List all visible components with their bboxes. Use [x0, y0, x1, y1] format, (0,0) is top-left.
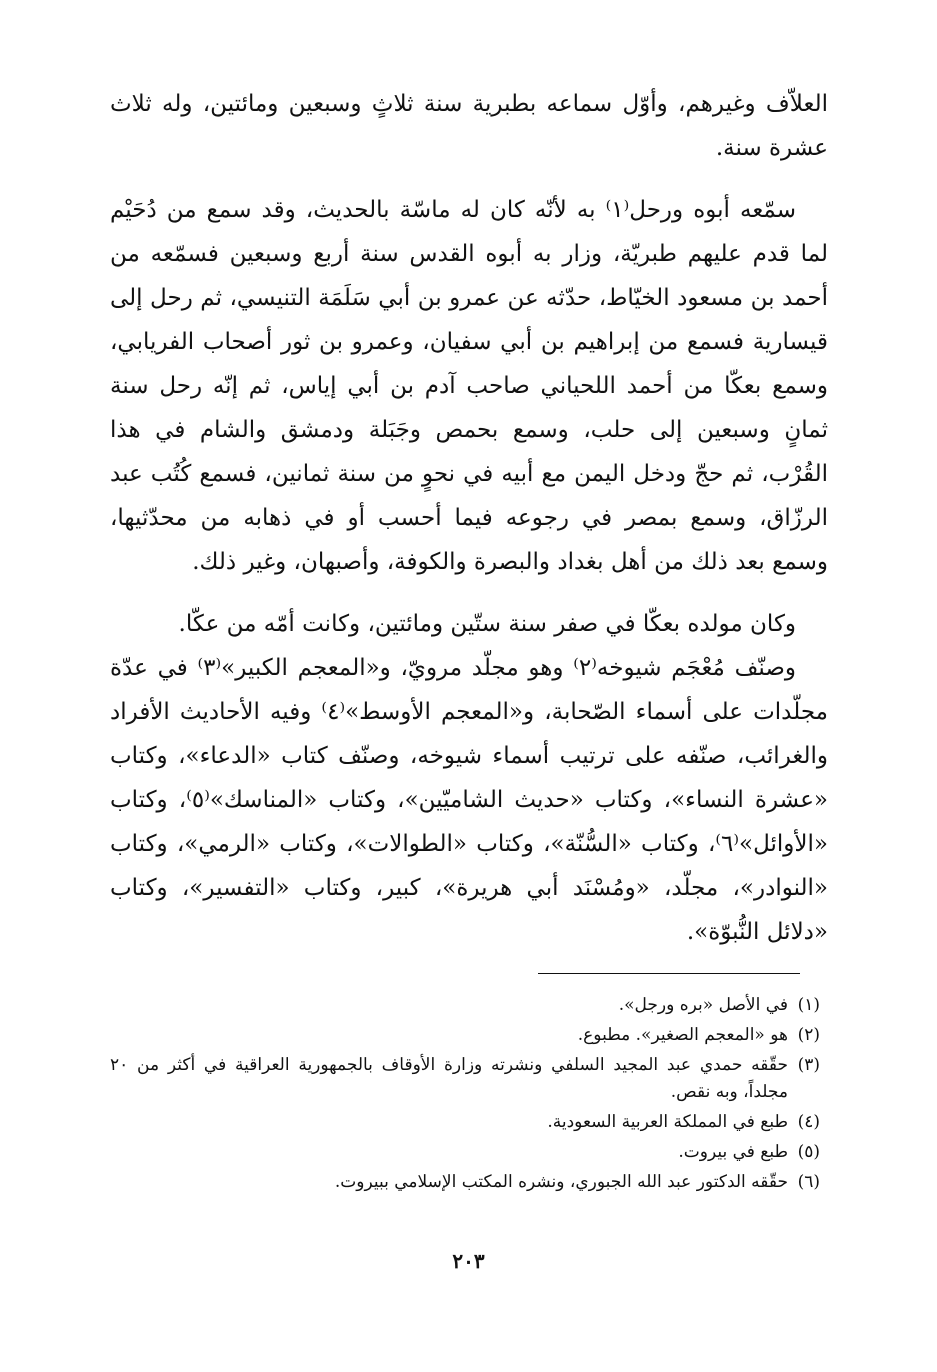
footnote-5	[110, 1139, 820, 1166]
paragraph-continuation: العلاّف وغيرهم، وأوّل سماعه بطبرية سنة ثلاثٍ وسبعين ومائتين، وله ثلاث عشرة سنة.	[110, 91, 828, 161]
page-number: ٢٠٣	[452, 1249, 485, 1273]
main-text	[110, 82, 828, 954]
footnote-text: في الأصل «بره ورجل».	[618, 995, 788, 1015]
footnote-3	[110, 1052, 820, 1106]
footnote-text: طبع في المملكة العربية السعودية.	[547, 1112, 788, 1132]
footnotes	[110, 992, 820, 1199]
paragraph-works: وصنّف مُعْجَم شيوخه⁽٢⁾ وهو مجلّد مرويّ، و«المعجم الكبير»⁽٣⁾ في عدّة مجلّدات على أسماء الصّحابة، و«المعجم الأوسط»⁽٤⁾ وفيه الأحاديث الأفراد والغرائب، صنّفه على ترتيب أسماء شيوخه، وصنّف كتاب «الدعاء»، وكتاب «عشرة النساء»، وكتاب «حديث الشاميّين»، وكتاب «المناسك»⁽٥⁾، وكتاب «الأوائل»⁽٦⁾، وكتاب «السُّنّة»، وكتاب «الطوالات»، وكتاب «الرمي»، وكتاب «النوادر»، مجلّد، «ومُسْنَد أبي هريرة»، كبير، وكتاب «التفسير»، وكتاب «دلائل النُّبوّة».	[110, 655, 829, 945]
footnote-number: (٤)	[797, 1112, 820, 1132]
footnote-6	[110, 1169, 820, 1196]
footnote-text: حقّقه حمدي عبد المجيد السلفي ونشرته وزارة الأوقاف بالجمهورية العراقية في أكثر من ٢٠ مجلداً، وبه نقص.	[110, 1055, 788, 1102]
footnote-text: حقّقه الدكتور عبد الله الجبوري، ونشره المكتب الإسلامي ببيروت.	[334, 1172, 788, 1192]
footnote-number: (٦)	[797, 1172, 820, 1192]
footnote-number: (٣)	[797, 1055, 820, 1075]
paragraph-birth: وكان مولده بعكّا في صفر سنة ستّين ومائتين، وكانت أمّه من عكّا.	[178, 611, 796, 637]
paragraph-travels: سمّعه أبوه ورحل⁽١⁾ به لأنّه كان له ماسّة بالحديث، وقد سمع من دُحَيْم لما قدم عليهم طبريّة، وزار به أبوه القدس سنة أربع وسبعين فسمّعه من أحمد بن مسعود الخيّاط، حدّثه عن عمرو بن أبي سَلَمَة التنيسي، ثم رحل إلى قيسارية فسمع من إبراهيم بن أبي سفيان، وعمرو بن ثور أصحاب الفريابي، وسمع بعكّا من أحمد اللحياني صاحب آدم بن أبي إياس، ثم إنّه رحل سنة ثمانٍ وسبعين إلى حلب، وسمع بحمص وجَبَلة ودمشق والشام في هذا القُرْب، ثم حجّ ودخل اليمن مع أبيه في نحوٍ من سنة ثمانين، فسمع كُتُب عبد الرزّاق، وسمع بمصر في رجوعه فيما أحسب أو في ذهابه من محدّثيها، وسمع بعد ذلك من أهل بغداد والبصرة والكوفة، وأصبهان، وغير ذلك.	[110, 197, 828, 575]
footnote-number: (١)	[797, 995, 820, 1015]
footnote-text: هو «المعجم الصغير». مطبوع.	[577, 1025, 788, 1045]
footnote-text: طبع في بيروت.	[678, 1142, 788, 1162]
footnote-1	[110, 992, 820, 1019]
footnote-number: (٥)	[797, 1142, 820, 1162]
footnote-divider	[538, 973, 800, 974]
footnote-number: (٢)	[797, 1025, 820, 1045]
footnote-4	[110, 1109, 820, 1136]
footnote-2	[110, 1022, 820, 1049]
